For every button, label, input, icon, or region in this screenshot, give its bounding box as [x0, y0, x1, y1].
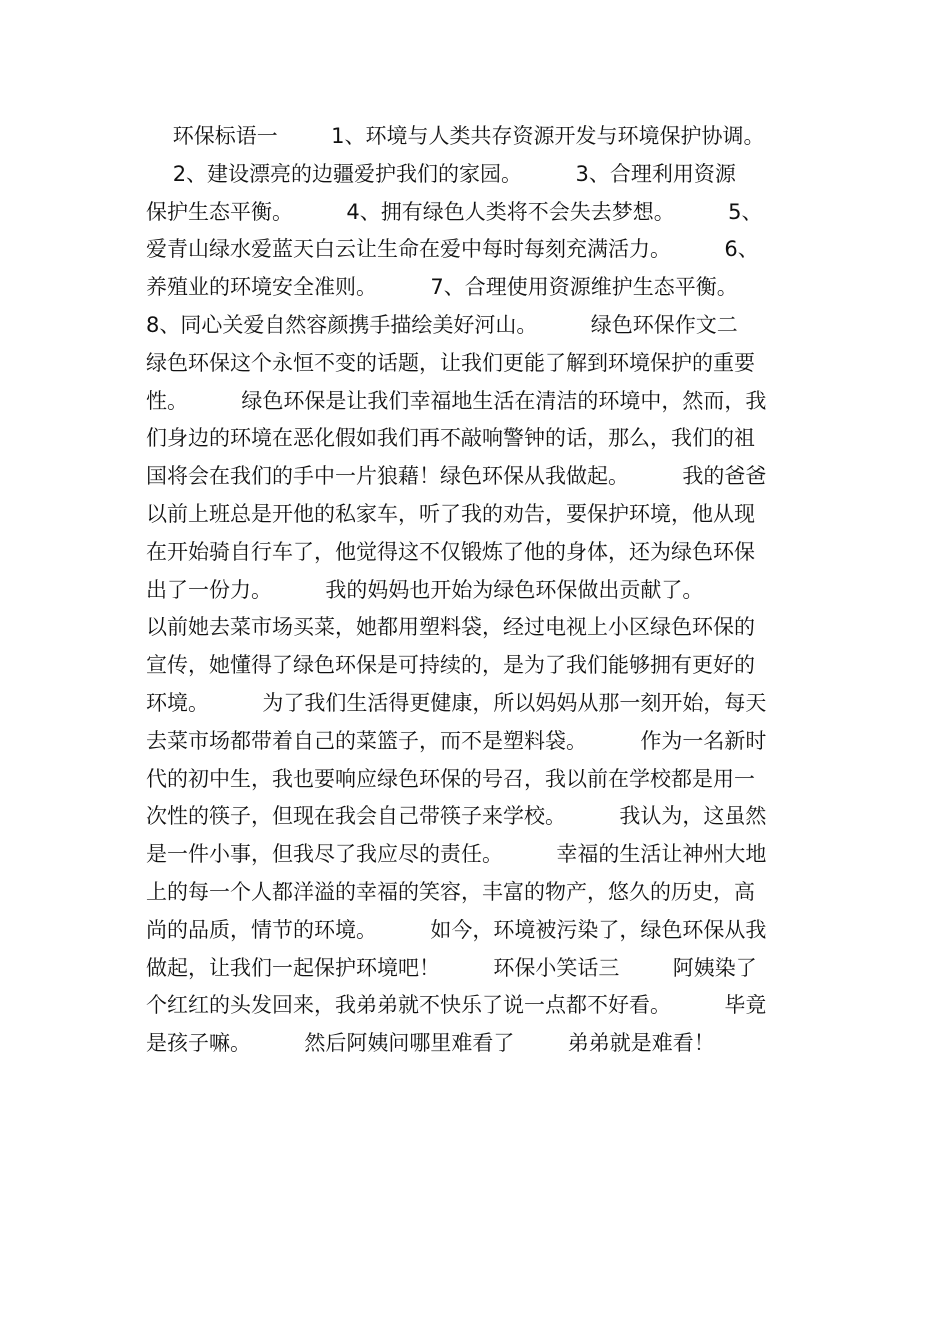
- text-line: 爱青山绿水爱蓝天白云让生命在爱中每时每刻充满活力。 6、: [146, 237, 759, 262]
- text-line: 环保标语一 1、环境与人类共存资源开发与环境保护协调。: [146, 124, 765, 148]
- text-line: 去菜市场都带着自己的菜篮子，而不是塑料袋。 作为一名新时: [146, 728, 767, 753]
- text-line: 尚的品质，情节的环境。 如今，环境被污染了，绿色环保从我: [146, 917, 767, 942]
- text-line: 养殖业的环境安全准则。 7、合理使用资源维护生态平衡。: [146, 275, 738, 300]
- text-line: 上的每一个人都洋溢的幸福的笑容，丰富的物产，悠久的历史，高: [146, 879, 755, 904]
- text-line: 绿色环保这个永恒不变的话题，让我们更能了解到环境保护的重要: [146, 350, 755, 375]
- text-line: 国将会在我们的手中一片狼藉！绿色环保从我做起。 我的爸爸: [146, 464, 767, 489]
- body-text: [146, 118, 816, 1063]
- text-line: 8、同心关爱自然容颜携手描绘美好河山。 绿色环保作文二: [146, 312, 738, 337]
- text-line: 是一件小事，但我尽了我应尽的责任。 幸福的生活让神州大地: [146, 842, 767, 867]
- text-line: 宣传，她懂得了绿色环保是可持续的，是为了我们能够拥有更好的: [146, 653, 755, 678]
- text-line: 代的初中生，我也要响应绿色环保的号召，我以前在学校都是用一: [146, 766, 755, 791]
- text-line: 在开始骑自行车了，他觉得这不仅锻炼了他的身体，还为绿色环保: [146, 539, 755, 564]
- text-line: 性。 绿色环保是让我们幸福地生活在清洁的环境中，然而，我: [146, 388, 767, 413]
- text-line: 做起，让我们一起保护环境吧！ 环保小笑话三 阿姨染了: [146, 955, 757, 980]
- text-line: 保护生态平衡。 4、拥有绿色人类将不会失去梦想。 5、: [146, 199, 763, 224]
- text-line: 以前她去菜市场买菜，她都用塑料袋，经过电视上小区绿色环保的: [146, 615, 755, 640]
- text-line: 以前上班总是开他的私家车，听了我的劝告，要保护环境，他从现: [146, 501, 755, 526]
- text-line: 个红红的头发回来，我弟弟就不快乐了说一点都不好看。 毕竟: [146, 993, 767, 1018]
- text-line: 们身边的环境在恶化假如我们再不敲响警钟的话，那么，我们的祖: [146, 426, 755, 451]
- text-line: 出了一份力。 我的妈妈也开始为绿色环保做出贡献了。: [146, 577, 704, 602]
- text-line: 环境。 为了我们生活得更健康，所以妈妈从那一刻开始，每天: [146, 690, 767, 715]
- text-line: 2、建设漂亮的边疆爱护我们的家园。 3、合理利用资源: [146, 161, 736, 186]
- text-line: 是孩子嘛。 然后阿姨问哪里难看了 弟弟就是难看！: [146, 1031, 715, 1056]
- text-line: 次性的筷子，但现在我会自己带筷子来学校。 我认为，这虽然: [146, 804, 767, 829]
